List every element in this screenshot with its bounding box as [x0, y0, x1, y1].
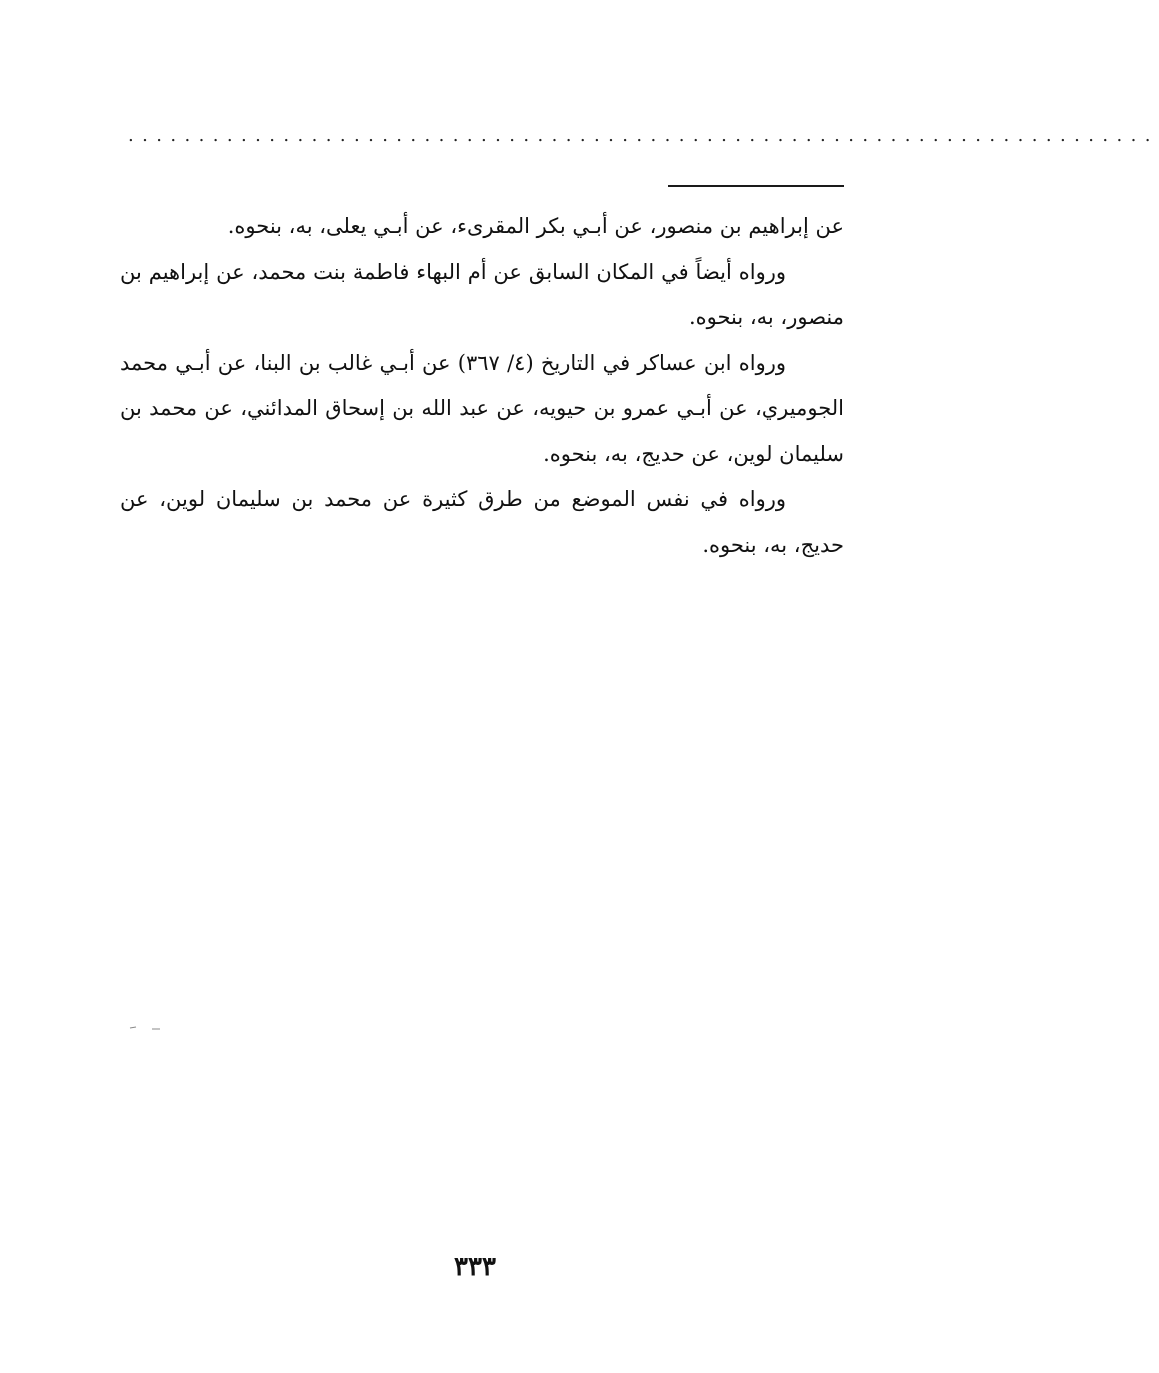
paragraph-4: ورواه في نفس الموضع من طرق كثيرة عن محمد بن سليمان لوين، عن حديج، به، بنحوه. — [120, 487, 844, 557]
paragraph-3: ورواه ابن عساكر في التاريخ (٤/ ٣٦٧) عن أبـي غالب بن البنا، عن أبـي محمد الجوميري، عن أبـي عمرو بن حيويه، عن عبد الله بن إسحاق المدائني، عن محمد بن سليمان لوين، عن حديج، به، بنحوه. — [120, 350, 844, 466]
footnote-text — [120, 204, 844, 568]
paragraph-1: عن إبراهيم بن منصور، عن أبـي بكر المقرىء، عن أبـي يعلى، به، بنحوه. — [227, 214, 844, 238]
page-number: ٣٣٣ — [454, 1252, 496, 1282]
footnote-rule — [668, 185, 844, 187]
scan-speck — [128, 1025, 164, 1031]
dotted-separator: ......................................................................... — [128, 125, 1159, 146]
paragraph-2: ورواه أيضاً في المكان السابق عن أم البهاء فاطمة بنت محمد، عن إبراهيم بن منصور، به، بنحوه. — [120, 259, 844, 329]
